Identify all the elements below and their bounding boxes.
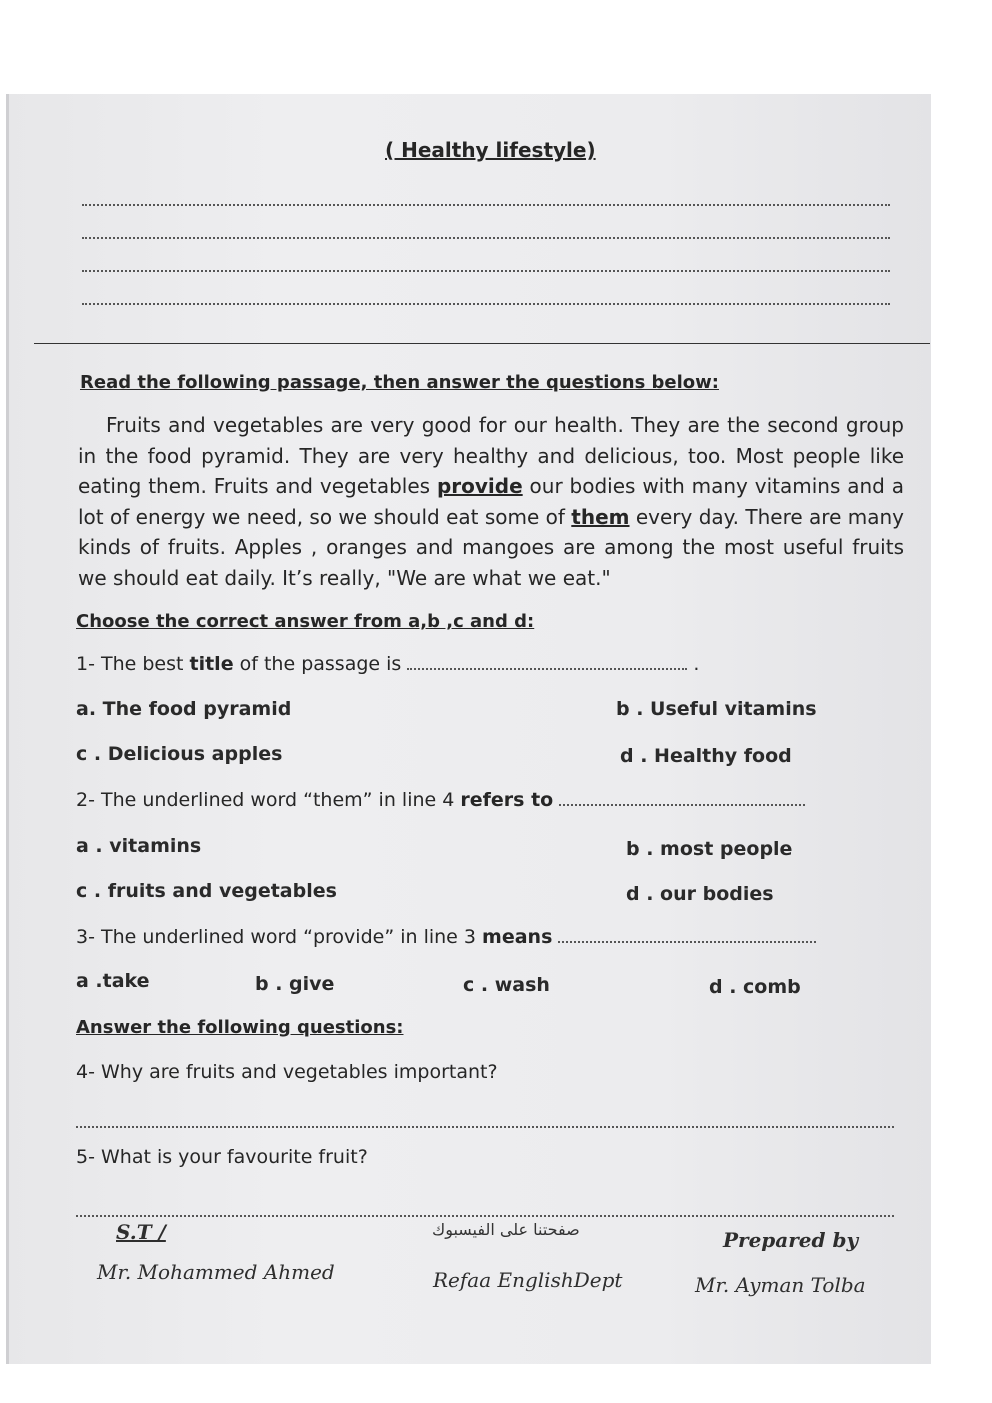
prepared-by-label: Prepared by [723, 1228, 859, 1252]
q3-option-a[interactable]: a .take [76, 970, 150, 992]
passage-text: every day. There are many kinds of fruits. Apples , oranges and mangoes are among the most useful fruits we should eat daily. It’s really, "We are what we eat." [78, 504, 904, 590]
answer-line-4[interactable] [76, 1126, 894, 1128]
department-name: Refaa EnglishDept [433, 1268, 623, 1292]
question-text: 2- The underlined word “them” in line 4 [76, 789, 461, 811]
q2-option-d[interactable]: d . our bodies [626, 883, 774, 905]
answer-instruction: Answer the following questions: [76, 1017, 404, 1038]
question-keyword: refers to [460, 789, 554, 811]
q2-option-a[interactable]: a . vitamins [76, 835, 202, 857]
underlined-them: them [571, 504, 630, 529]
worksheet-title: ( Healthy lifestyle) [385, 138, 596, 162]
question-5: 5- What is your favourite fruit? [76, 1146, 368, 1168]
q2-option-b[interactable]: b . most people [626, 838, 793, 860]
q2-option-c[interactable]: c . fruits and vegetables [76, 880, 337, 902]
question-text: 3- The underlined word “provide” in line 3 [76, 926, 483, 948]
writing-line [82, 303, 890, 305]
question-keyword: title [189, 653, 234, 675]
q3-option-b[interactable]: b . give [255, 973, 335, 995]
reading-instruction: Read the following passage, then answer the questions below: [80, 372, 719, 393]
answer-blank[interactable] [558, 941, 816, 943]
answer-blank[interactable] [407, 668, 687, 670]
writing-line [82, 204, 890, 206]
facebook-page-label: صفحتنا على الفيسبوك [432, 1220, 580, 1239]
answer-blank[interactable] [559, 804, 805, 806]
choose-instruction: Choose the correct answer from a,b ,c and d: [76, 611, 535, 632]
question-4: 4- Why are fruits and vegetables important? [76, 1061, 498, 1083]
q3-option-d[interactable]: d . comb [709, 976, 801, 998]
passage-text: Fruits and vegetables are very good for our health. They are the second group in the food pyramid. They are very healthy and delicious, too. Most people like eating them. Fruits and vegetables [78, 413, 904, 498]
writing-line [82, 270, 890, 272]
answer-line-5[interactable] [76, 1215, 894, 1217]
question-1 [76, 653, 699, 675]
prepared-by-name: Mr. Ayman Tolba [695, 1273, 866, 1297]
q3-option-c[interactable]: c . wash [463, 974, 550, 996]
question-end: . [693, 653, 700, 675]
question-text: 1- The best [76, 653, 190, 675]
q1-option-b[interactable]: b . Useful vitamins [616, 698, 817, 720]
question-3 [76, 926, 816, 948]
question-2 [76, 789, 805, 811]
writing-line [82, 237, 890, 239]
question-keyword: means [482, 926, 553, 948]
st-name: Mr. Mohammed Ahmed [97, 1260, 335, 1284]
section-divider [34, 343, 930, 344]
q1-option-c[interactable]: c . Delicious apples [76, 743, 283, 765]
reading-passage [78, 410, 904, 593]
worksheet-page [6, 94, 931, 1364]
passage-text: our bodies with many vitamins and a lot of energy we need, so we should eat some of [78, 474, 905, 529]
underlined-provide: provide [436, 474, 523, 498]
q1-option-a[interactable]: a. The food pyramid [76, 698, 292, 720]
question-text: of the passage is [233, 653, 402, 675]
st-label: S.T / [116, 1220, 166, 1244]
q1-option-d[interactable]: d . Healthy food [620, 745, 792, 767]
